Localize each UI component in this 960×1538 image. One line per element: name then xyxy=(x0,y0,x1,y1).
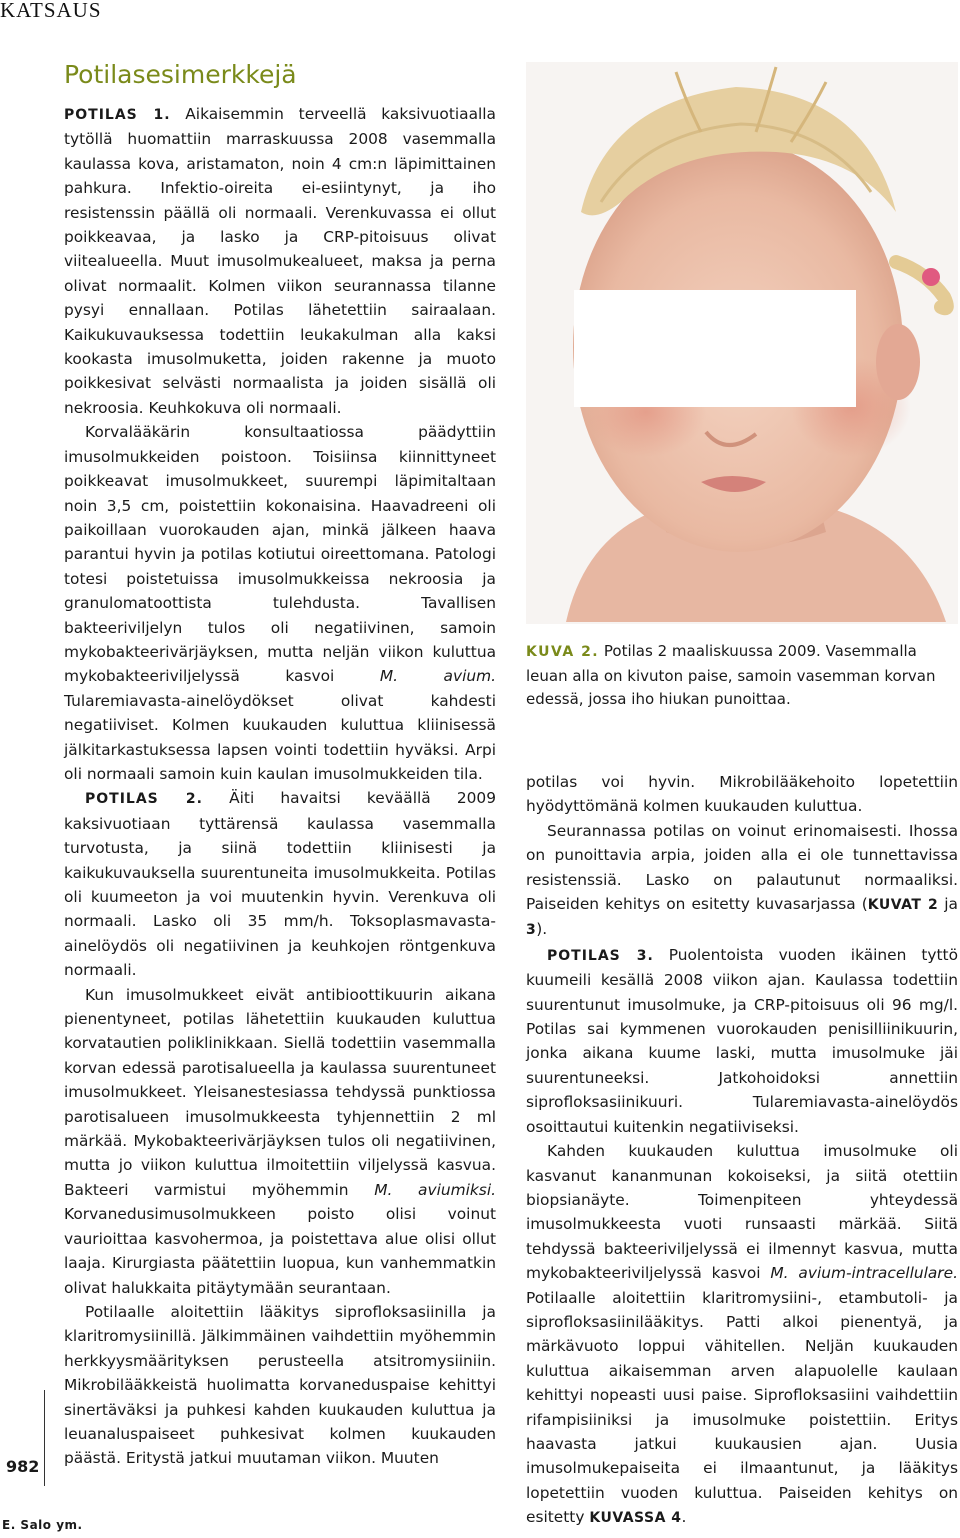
figure-reference: KUVASSA 4 xyxy=(589,1510,682,1527)
figure-caption xyxy=(526,640,958,712)
paragraph-text: Potilaalle aloitettiin lääkitys siprofloksasiinilla ja klaritromysiinillä. Jälkimmäinen vaihdettiin myöhemmin herkkyysmäärityksen perusteella atsitromysiiniin. Mikrobilääkkeistä huolimatta korvaneduspaise kehittyi sinertäväksi ja puhkesi kahden kuukauden kuluttua ja leuanaluspaiseet puhkesivat kolmen kuukauden päästä. Eritystä jatkui muutaman viikon. Muuten xyxy=(64,1302,496,1468)
paragraph-text: Tularemiavasta-ainelöydökset olivat kahdesti negatiiviset. Kolmen kuukauden kuluttua kliinisessä jälkitarkastuksessa lapsen vointi todettiin hyväksi. Arpi oli normaali samoin kuin kaulan imusolmukkeiden tila. xyxy=(64,691,496,783)
figure-reference: 3 xyxy=(526,922,537,939)
page-number: 982 xyxy=(6,1457,40,1476)
figure-reference: KUVAT 2 xyxy=(867,897,939,914)
paragraph-text: Kahden kuukauden kuluttua imusolmuke oli kasvanut kananmunan kokoiseksi, ja siitä otettiin biopsianäyte. Toimenpiteen yhteydessä imusolmukkeesta vuoti runsaasti märkää. Siitä tehdyssä bakteeriviljelyssä ei ilmennyt kasvua, mutta mykobakteeriviljelyssä kasvoi xyxy=(526,1142,958,1283)
footer-author: E. Salo ym. xyxy=(2,1518,83,1532)
article-heading: Potilasesimerkkejä xyxy=(64,60,297,89)
paragraph-continued xyxy=(526,770,958,819)
paragraph-text: potilas voi hyvin. Mikrobilääkehoito lopetettiin hyödyttömänä kolmen kuukauden kuluttua. xyxy=(526,773,958,816)
paragraph-text: . xyxy=(681,1508,687,1527)
paragraph-text: ja xyxy=(938,895,958,914)
paragraph-biopsy xyxy=(526,1139,958,1531)
paragraph-medication xyxy=(64,1300,496,1471)
species-name: M. aviumiksi. xyxy=(374,1180,496,1199)
species-name: M. avium. xyxy=(379,667,496,686)
figure-label: KUVA 2. xyxy=(526,644,600,660)
caption-text: Potilas 2 maaliskuussa 2009. Vasemmalla leuan alla on kivuton paise, samoin vasemman korvan edessä, jossa iho hiukan punoittaa. xyxy=(526,642,936,708)
patient-1-lead: POTILAS 1. xyxy=(64,107,171,123)
patient-2-lead: POTILAS 2. xyxy=(85,791,203,808)
paragraph-text: Äiti havaitsi keväällä 2009 kaksivuotiaan tyttärensä kaulassa vasemmalla turvotusta, ja siinä todettiin kliinisesti ja kaikukuvauksella suurentuneita imusolmukkeita. Potilas oli kuumeeton ja voi muutenkin hyvin. Verenkuva oli normaali. Lasko oli 35 mm/h. Toksoplasmavasta-ainelöydös oli negatiivinen ja keuhkojen röntgenkuva normaali. xyxy=(64,789,496,980)
paragraph-text: Seurannassa potilas on voinut erinomaisesti. Ihossa on punoittavia arpia, joiden alla ei ole tunnettavissa resistenssiä. Lasko on palautunut normaaliksi. Paiseiden kehitys on esitetty kuvasarjassa ( xyxy=(526,821,958,914)
species-name: M. avium-intracellulare. xyxy=(770,1264,958,1283)
paragraph-text: Korvanedusimusolmukkeen poisto olisi voinut vaurioittaa kasvohermoa, ja poistettava alue olisi ollut laaja. Kirurgiasta päätettiin luopua, kun vanhemmatkin olivat halukkaita pitäytymään seurantaan. xyxy=(64,1205,496,1297)
paragraph-treatment xyxy=(64,983,496,1300)
paragraph-text: Aikaisemmin terveellä kaksivuotiaalla tytöllä huomattiin marraskuussa 2008 vasemmalla kaulassa kova, aristamaton, noin 4 cm:n läpimittainen pahkura. Infektio-oireita ei-esiintynyt, ja iho resistenssin päällä oli normaali. Verenkuvassa ei ollut poikkeavaa, ja lasko ja CRP-pitoisuus olivat viitealueella. Muut imusolmukealueet, maksa ja perna olivat normaalit. Kolmen viikon seurannassa tilanne pysyi ennallaan. Potilas lähetettiin sairaalaan. Kaikukuvauksessa todettiin leukakulman alla kaksi kookasta imusolmuketta, joiden rakenne ja muoto poikkesivat selvästi normaalista ja joiden sisällä oli nekroosia. Keuhkokuva oli normaali. xyxy=(64,105,496,417)
patient-photo xyxy=(526,62,958,624)
paragraph-text: Kun imusolmukkeet eivät antibioottikuurin aikana pienentyneet, potilas lähetettiin kuukauden kuluttua korvatautien poliklinikkaan. Siellä todettiin vasemmalla korvan edessä parotisalueella ja kaulassa suurentuneet imusolmukkeet. Yleisanestesiassa tehdyssä punktiossa parotisalueen imusolmukkeesta tyhjennettiin 2 ml märkää. Mykobakteerivärjäyksen tulos oli negatiivinen, mutta jo viikon kuluttua ilmoitettiin viljelyssä kasvua. Bakteeri varmistui myöhemmin xyxy=(64,985,496,1199)
right-column xyxy=(526,770,958,1531)
paragraph-follow-up xyxy=(526,819,958,943)
paragraph-patient-2 xyxy=(64,786,496,982)
paragraph-text: Puolentoista vuoden ikäinen tyttö kuumeili kesällä 2008 viikon ajan. Kaulassa todettiin suurentunut imusolmuke, ja CRP-pitoisuus oli 96 mg/l. Potilas sai kymmenen vuorokauden penisilliinikuurin, jonka aikana kuume laski, mutta imusolmuke jäi suurentuneeksi. Jatkohoidoksi annettiin siprofloksasiinikuuri. Tularemiavasta-ainelöydös osoittautui kuitenkin negatiiviseksi. xyxy=(526,945,958,1136)
page-number-rule xyxy=(44,1390,45,1486)
paragraph-patient-3 xyxy=(526,943,958,1139)
paragraph-consultation xyxy=(64,420,496,786)
patient-3-lead: POTILAS 3. xyxy=(547,947,654,964)
paragraph-text: Potilaalle aloitettiin klaritromysiini-, etambutoli- ja siprofloksasiinilääkitys. Patti alkoi pienentyä, ja märkävuoto loppui vähitellen. Neljän kuukauden kuluttua aikaisemman arven alapuolelle kaulaan kehittyi nopeasti uusi paise. Siprofloksasiini vaihdettiin rifampisiiniksi ja imusolmuke poistettiin. Eritys haavasta jatkui kuukausien ajan. Uusia imusolmukepaiseita ei ilmaantunut, ja lääkitys lopetettiin vuoden kuluttua. Paiseiden kehitys on esitetty xyxy=(526,1288,958,1527)
left-column xyxy=(64,58,496,1471)
paragraph-patient-1 xyxy=(64,102,496,420)
paragraph-text: ). xyxy=(536,920,548,939)
section-tag: KATSAUS xyxy=(0,0,102,22)
paragraph-text: Korvalääkärin konsultaatiossa päädyttiin imusolmukkeiden poistoon. Toisiinsa kiinnittyneet poikkeavat imusolmukkeet, suurempi läpimitaltaan noin 3,5 cm, poistettiin kokonaisina. Haavadreeni oli paikoillaan vuorokauden ajan, minkä jälkeen haava parantui hyvin ja potilas kotiutui oireettomana. Patologi totesi poistetuissa imusolmukkeissa nekroosia ja granulomatoottista tulehdusta. Tavallisen bakteeriviljelyn tulos oli negatiivinen, samoin mykobakteerivärjäyksen, mutta neljän viikon kuluttua mykobakteeriviljelyssä kasvoi xyxy=(64,423,496,686)
child-face-illustration xyxy=(526,62,958,624)
